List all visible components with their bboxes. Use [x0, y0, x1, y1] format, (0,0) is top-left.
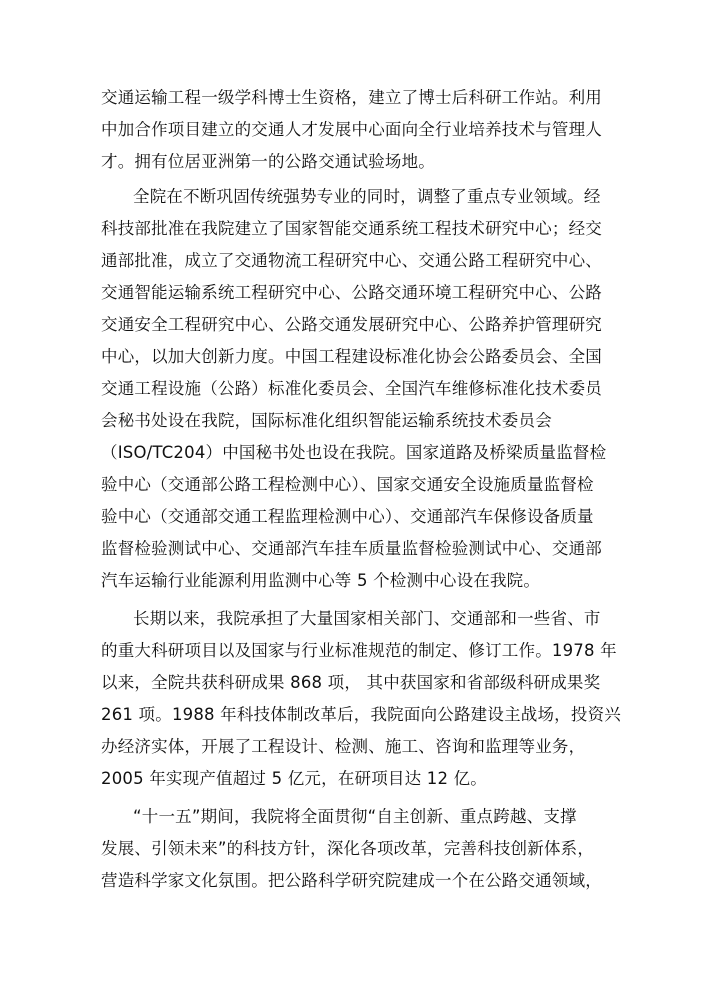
- paragraph-2-line-8: 会秘书处设在我院，国际标准化组织智能运输系统技术委员会: [101, 411, 552, 430]
- paragraph-2-line-11: 验中心（交通部交通工程监理检测中心）、交通部汽车保修设备质量: [101, 507, 594, 526]
- paragraph-2-line-12: 监督检验测试中心、交通部汽车挂车质量监督检验测试中心、交通部: [101, 539, 602, 558]
- paragraph-2-line-2: 科技部批准在我院建立了国家智能交通系统工程技术研究中心；经交: [101, 219, 602, 238]
- paragraph-1-line-2: 中加合作项目建立的交通人才发展中心面向全行业培养技术与管理人: [101, 120, 602, 139]
- paragraph-2-line-5: 交通安全工程研究中心、公路交通发展研究中心、公路养护管理研究: [101, 315, 602, 334]
- paragraph-4-line-2: 发展、引领未来”的科技方针，深化各项改革，完善科技创新体系，: [101, 839, 595, 858]
- paragraph-2-line-9: （ISO/TC204）中国秘书处也设在我院。国家道路及桥梁质量监督检: [101, 443, 607, 462]
- paragraph-2-line-10: 验中心（交通部公路工程检测中心）、国家交通安全设施质量监督检: [101, 475, 594, 494]
- paragraph-2-line-7: 交通工程设施（公路）标准化委员会、全国汽车维修标准化技术委员: [101, 379, 602, 398]
- paragraph-4-line-1: “十一五”期间，我院将全面贯彻“自主创新、重点跨越、支撑: [133, 807, 577, 826]
- paragraph-2-line-3: 通部批准，成立了交通物流工程研究中心、交通公路工程研究中心、: [101, 251, 602, 270]
- paragraph-3-line-3: 以来，全院共获科研成果 868 项， 其中获国家和省部级科研成果奖: [101, 673, 601, 692]
- paragraph-4-line-3: 营造科学家文化氛围。把公路科学研究院建成一个在公路交通领域，: [101, 871, 602, 890]
- paragraph-2-line-13: 汽车运输行业能源利用监测中心等 5 个检测中心设在我院。: [101, 571, 541, 590]
- paragraph-3-line-4: 261 项。1988 年科技体制改革后，我院面向公路建设主战场，投资兴: [101, 705, 621, 724]
- paragraph-1-line-1: 交通运输工程一级学科博士生资格，建立了博士后科研工作站。利用: [101, 88, 602, 107]
- paragraph-1-line-3: 才。拥有位居亚洲第一的公路交通试验场地。: [101, 152, 435, 171]
- paragraph-2-line-4: 交通智能运输系统工程研究中心、公路交通环境工程研究中心、公路: [101, 283, 602, 302]
- paragraph-3-line-6: 2005 年实现产值超过 5 亿元，在研项目达 12 亿。: [101, 769, 488, 788]
- paragraph-3-line-1: 长期以来，我院承担了大量国家相关部门、交通部和一些省、市: [133, 609, 601, 628]
- paragraph-2-line-1: 全院在不断巩固传统强势专业的同时，调整了重点专业领域。经: [133, 187, 601, 206]
- paragraph-2-line-6: 中心，以加大创新力度。中国工程建设标准化协会公路委员会、全国: [101, 347, 602, 366]
- paragraph-3-line-2: 的重大科研项目以及国家与行业标准规范的制定、修订工作。1978 年: [101, 641, 617, 660]
- paragraph-3-line-5: 办经济实体，开展了工程设计、检测、施工、咨询和监理等业务，: [101, 737, 586, 756]
